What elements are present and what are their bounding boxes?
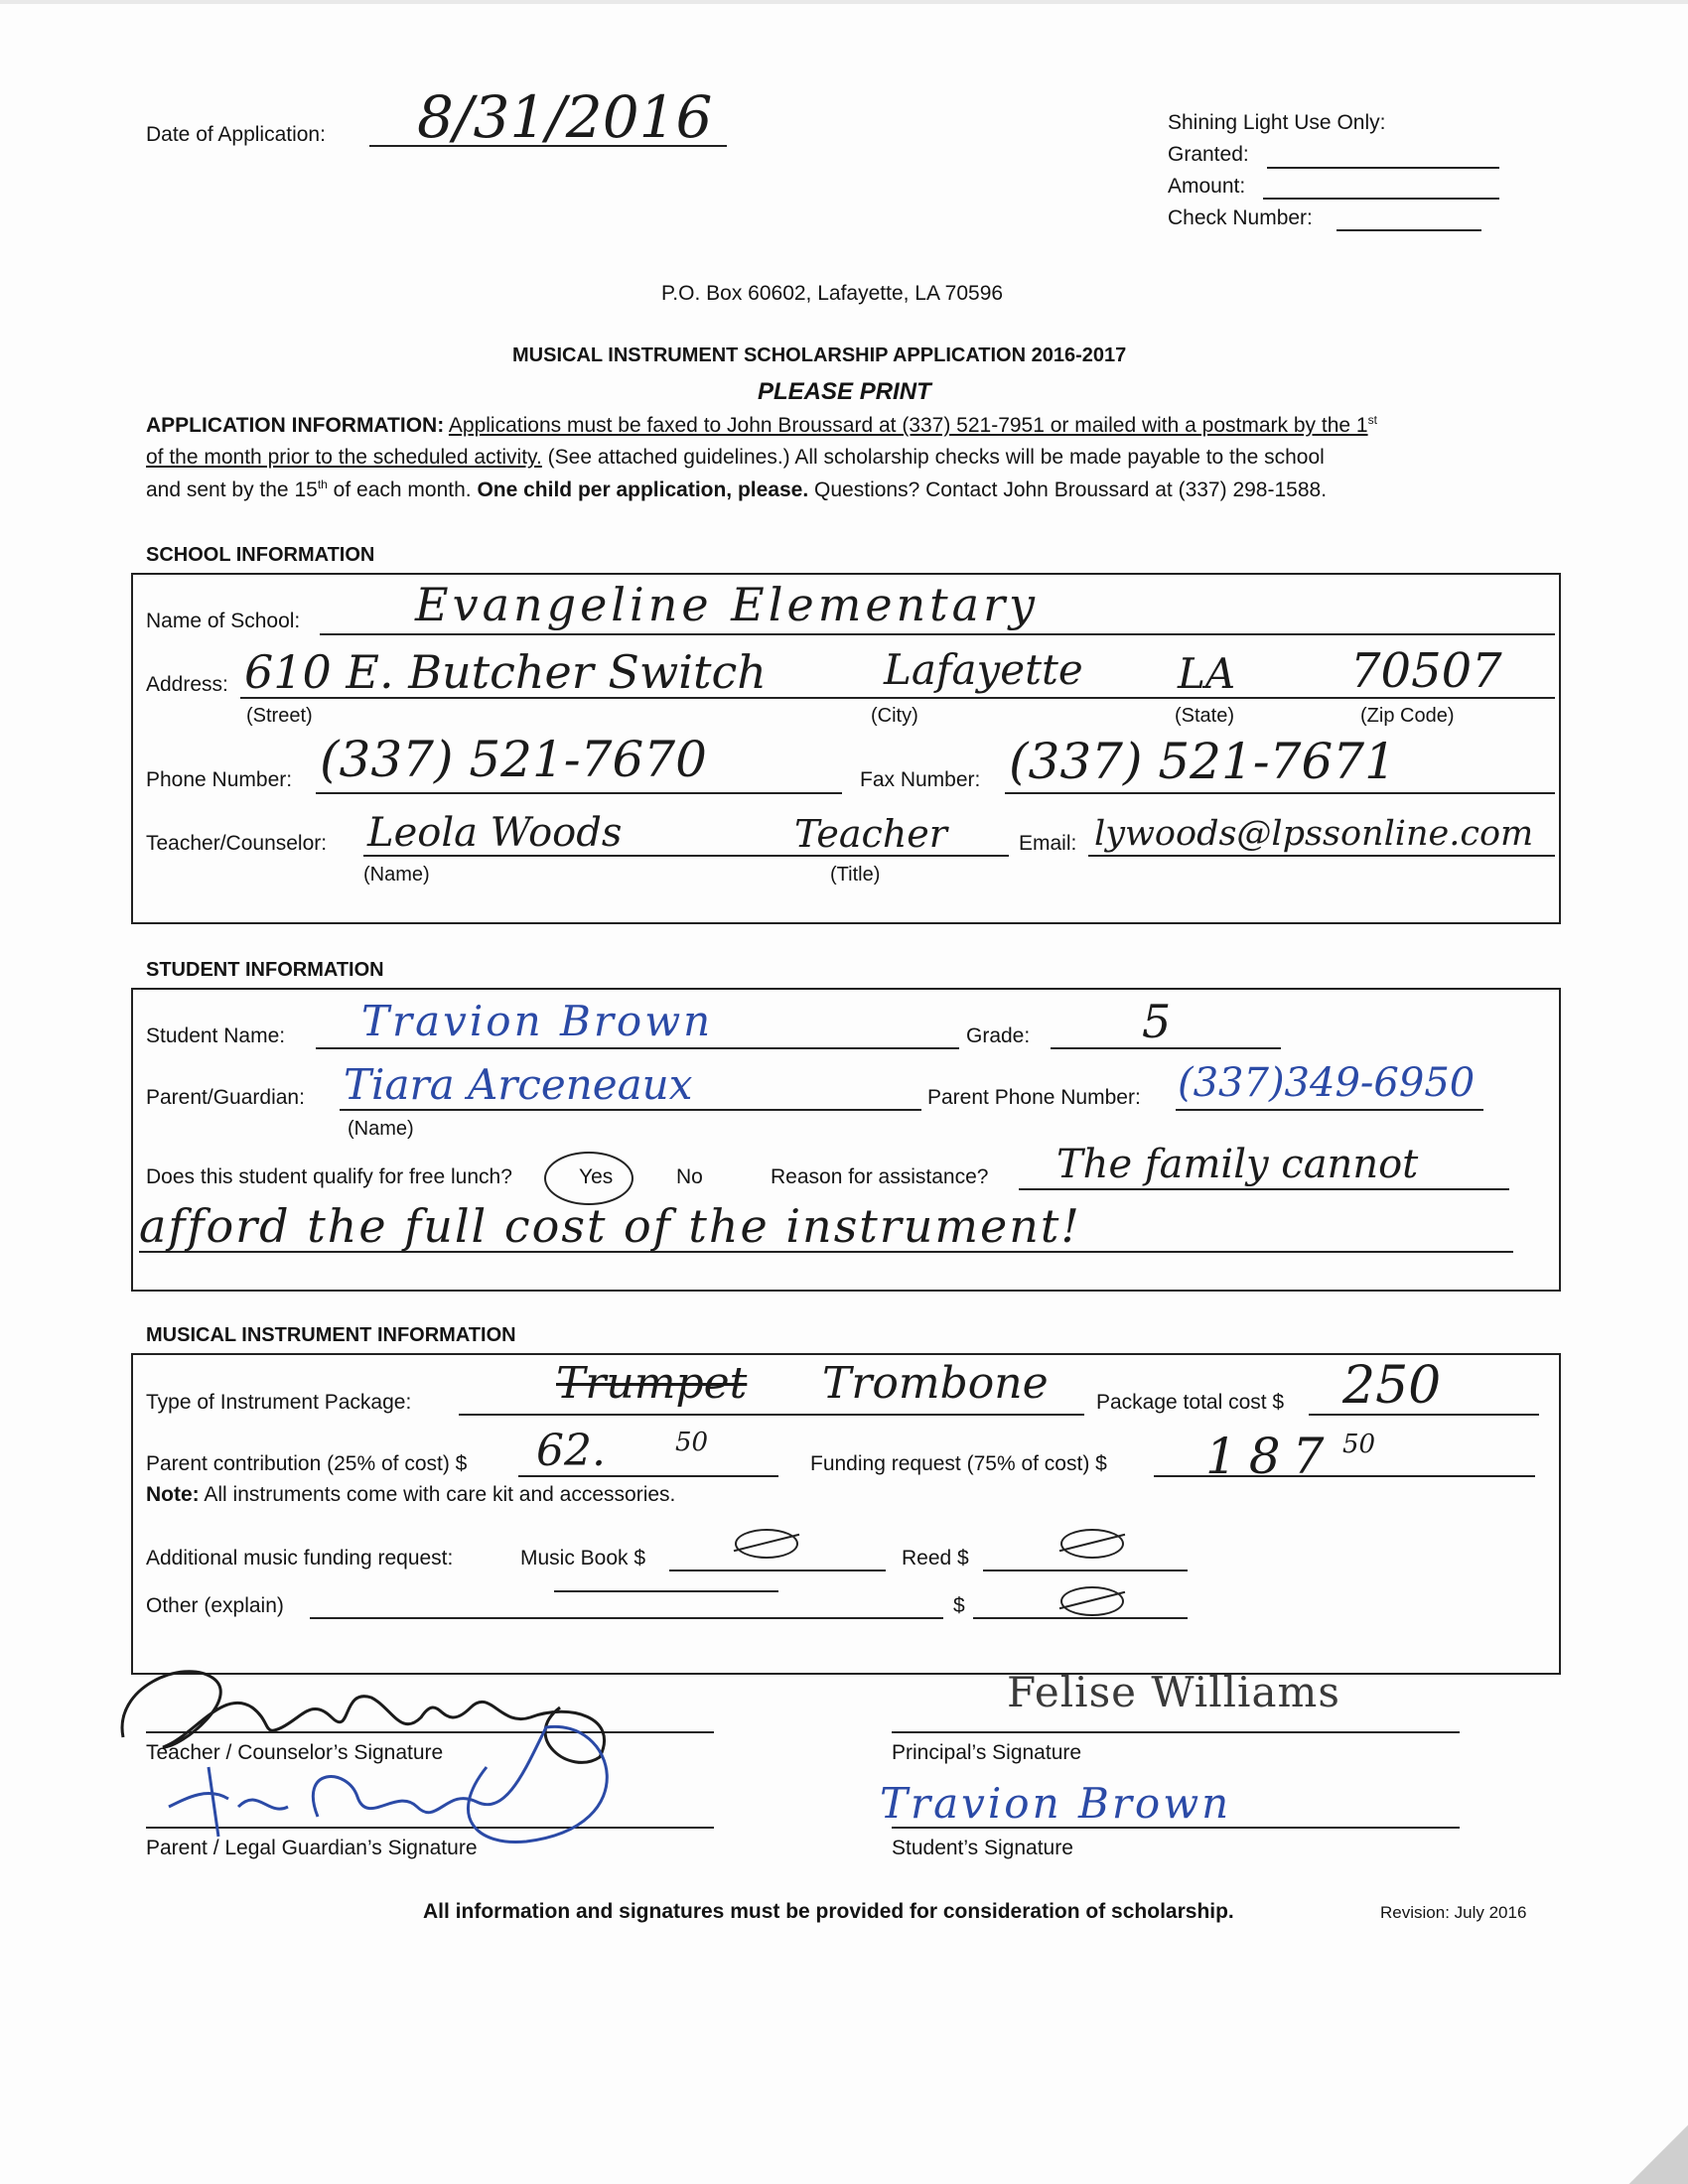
parent-contribution-label: Parent contribution (25% of cost) $ <box>146 1452 468 1475</box>
reed-zero-mark <box>1060 1529 1124 1559</box>
principal-signature-label: Principal’s Signature <box>892 1741 1082 1764</box>
funding-request-cents: 50 <box>1342 1430 1376 1459</box>
application-info-text-3a: and sent by the 15 <box>146 478 318 501</box>
other-explain-label: Other (explain) <box>146 1594 284 1617</box>
date-value: 8/31/2016 <box>417 83 713 151</box>
state-caption: (State) <box>1175 705 1235 727</box>
fax-value: (337) 521-7671 <box>1009 733 1396 790</box>
instrument-type-struck: Trumpet <box>556 1358 748 1409</box>
student-signature-label: Student’s Signature <box>892 1837 1073 1859</box>
email-value: lywoods@lpssonline.com <box>1094 814 1534 854</box>
parent-phone-line <box>1176 1109 1483 1111</box>
granted-line <box>1267 167 1499 169</box>
email-label: Email: <box>1019 832 1077 855</box>
application-info-underlined-2: of the month prior to the scheduled activity. <box>146 446 542 469</box>
free-lunch-yes: Yes <box>579 1165 614 1188</box>
street-caption: (Street) <box>246 705 313 727</box>
reed-label: Reed $ <box>902 1547 969 1570</box>
city-caption: (City) <box>871 705 918 727</box>
principal-signature-value: Felise Williams <box>1007 1668 1340 1716</box>
instrument-section-title: MUSICAL INSTRUMENT INFORMATION <box>146 1324 516 1346</box>
music-book-line <box>669 1570 886 1571</box>
application-info-line-3 <box>146 478 1327 502</box>
free-lunch-label: Does this student qualify for free lunch? <box>146 1165 512 1188</box>
principal-signature-line <box>892 1731 1460 1733</box>
zip-value: 70507 <box>1350 643 1502 699</box>
student-name-value: Travion Brown <box>361 997 714 1045</box>
parent-signature-label: Parent / Legal Guardian’s Signature <box>146 1837 478 1859</box>
reason-line-1 <box>1019 1188 1509 1190</box>
parent-label: Parent/Guardian: <box>146 1086 305 1109</box>
application-info-text-3b: of each month. <box>333 478 472 501</box>
phone-label: Phone Number: <box>146 768 293 791</box>
package-total-value: 250 <box>1342 1356 1442 1416</box>
music-book-label: Music Book $ <box>520 1547 646 1570</box>
grade-label: Grade: <box>966 1024 1031 1047</box>
fax-line <box>1005 792 1555 794</box>
music-book-underline-extra <box>554 1590 778 1592</box>
parent-phone-label: Parent Phone Number: <box>927 1086 1141 1109</box>
grade-value: 5 <box>1142 995 1172 1048</box>
teacher-title-caption: (Title) <box>830 864 881 886</box>
form-title: MUSICAL INSTRUMENT SCHOLARSHIP APPLICATION 2016-2017 <box>512 344 1127 366</box>
address-label: Address: <box>146 673 228 696</box>
student-name-label: Student Name: <box>146 1024 286 1047</box>
free-lunch-no: No <box>676 1165 703 1188</box>
school-name-value: Evangeline Elementary <box>415 578 1040 631</box>
additional-funding-label: Additional music funding request: <box>146 1547 454 1570</box>
other-amount-line <box>973 1617 1188 1619</box>
parent-value: Tiara Arceneaux <box>344 1060 693 1109</box>
application-info-underlined-1: Applications must be faxed to John Broussard at (337) 521-7951 or mailed with a postmark by the 1 <box>448 414 1368 437</box>
application-info-text-3d: Questions? Contact John Broussard at (337) 298-1588. <box>814 478 1328 501</box>
fax-label: Fax Number: <box>860 768 981 791</box>
state-value: LA <box>1178 649 1236 698</box>
reason-value-line-2: afford the full cost of the instrument! <box>139 1199 1081 1253</box>
application-info-label: APPLICATION INFORMATION: <box>146 414 445 437</box>
other-dollar-label: $ <box>953 1594 965 1617</box>
note-line <box>146 1483 675 1507</box>
street-value: 610 E. Butcher Switch <box>244 645 767 699</box>
amount-line <box>1263 198 1499 200</box>
instrument-type-value: Trombone <box>822 1358 1049 1409</box>
other-explain-line <box>310 1617 943 1619</box>
reed-line <box>983 1570 1188 1571</box>
teacher-title-value: Teacher <box>794 812 947 856</box>
other-zero-mark <box>1060 1586 1124 1616</box>
teacher-label: Teacher/Counselor: <box>146 832 328 855</box>
instrument-type-line <box>459 1414 1084 1416</box>
scan-edge <box>0 0 1688 4</box>
phone-line <box>316 792 842 794</box>
mailing-address: P.O. Box 60602, Lafayette, LA 70596 <box>661 282 1004 305</box>
zip-caption: (Zip Code) <box>1360 705 1455 727</box>
teacher-signature-label: Teacher / Counselor’s Signature <box>146 1741 444 1764</box>
revision-note: Revision: July 2016 <box>1380 1903 1527 1922</box>
city-value: Lafayette <box>884 645 1083 694</box>
student-name-line <box>316 1047 959 1049</box>
student-section-title: STUDENT INFORMATION <box>146 959 384 981</box>
application-info-line-1 <box>146 413 1377 438</box>
torn-corner <box>1628 2124 1688 2184</box>
amount-label: Amount: <box>1168 175 1246 198</box>
note-text: All instruments come with care kit and accessories. <box>204 1483 676 1506</box>
email-line <box>1088 855 1555 857</box>
package-total-label: Package total cost $ <box>1096 1391 1285 1414</box>
application-info-text-2: (See attached guidelines.) All scholarship checks will be made payable to the school <box>547 446 1325 469</box>
student-signature-value: Travion Brown <box>880 1779 1232 1828</box>
instrument-type-label: Type of Instrument Package: <box>146 1391 412 1414</box>
date-label: Date of Application: <box>146 123 326 146</box>
funding-request-value: 187 <box>1205 1428 1336 1485</box>
granted-label: Granted: <box>1168 143 1249 166</box>
parent-contribution-cents: 50 <box>675 1428 709 1457</box>
funding-request-label: Funding request (75% of cost) $ <box>810 1452 1107 1475</box>
teacher-name-value: Leola Woods <box>367 810 623 856</box>
please-print: PLEASE PRINT <box>758 378 931 405</box>
teacher-name-caption: (Name) <box>363 864 430 886</box>
parent-phone-value: (337)349-6950 <box>1178 1060 1476 1106</box>
check-number-label: Check Number: <box>1168 206 1313 229</box>
reason-value-line-1: The family cannot <box>1056 1142 1419 1187</box>
yes-circle-mark <box>544 1152 633 1205</box>
note-label: Note: <box>146 1483 200 1506</box>
parent-line <box>340 1109 921 1111</box>
music-book-zero-mark <box>735 1529 798 1559</box>
application-info-sup-1: st <box>1367 413 1377 427</box>
phone-value: (337) 521-7670 <box>320 731 707 788</box>
footer-notice: All information and signatures must be provided for consideration of scholarship. <box>423 1900 1234 1923</box>
reason-label: Reason for assistance? <box>771 1165 989 1188</box>
parent-contribution-value: 62. <box>536 1426 606 1476</box>
school-name-label: Name of School: <box>146 610 301 632</box>
application-info-sup-2: th <box>317 478 328 491</box>
school-section-title: SCHOOL INFORMATION <box>146 544 375 566</box>
application-info-line-2 <box>146 446 1325 470</box>
use-only-title: Shining Light Use Only: <box>1168 111 1386 134</box>
parent-signature-mark <box>149 1707 665 1856</box>
parent-name-caption: (Name) <box>348 1118 414 1140</box>
check-number-line <box>1336 229 1481 231</box>
school-name-line <box>320 633 1555 635</box>
application-info-text-3c: One child per application, please. <box>477 478 809 501</box>
